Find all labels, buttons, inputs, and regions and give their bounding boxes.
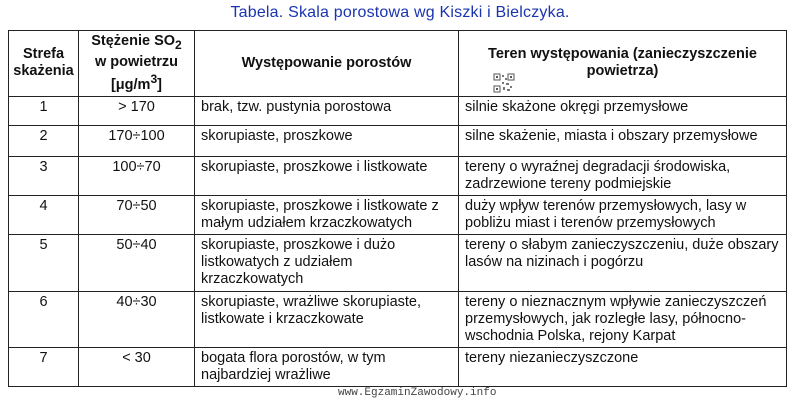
- concentration-cell: 40÷30: [79, 291, 195, 347]
- area-cell: tereny niezanieczyszczone: [459, 347, 787, 386]
- concentration-cell: 170÷100: [79, 125, 195, 156]
- zone-cell: 7: [9, 347, 79, 386]
- occurrence-cell: bogata flora porostów, w tym najbardziej wrażliwe: [195, 347, 459, 386]
- zone-cell: 1: [9, 96, 79, 125]
- table-row: [9, 195, 787, 234]
- table-row: [9, 291, 787, 347]
- zone-cell: 5: [9, 234, 79, 291]
- occurrence-cell: skorupiaste, wrażliwe skorupiaste, listkowate i krzaczkowate: [195, 291, 459, 347]
- table-row: [9, 156, 787, 195]
- occurrence-cell: skorupiaste, proszkowe: [195, 125, 459, 156]
- header-row: [9, 31, 787, 97]
- area-cell: tereny o wyraźnej degradacji środowiska, zadrzewione tereny podmiejskie: [459, 156, 787, 195]
- lichen-scale-table: [8, 30, 787, 387]
- header-concentration-superscript: 3: [150, 71, 158, 86]
- watermark: www.EgzaminZawodowy.info: [338, 387, 497, 399]
- area-cell: tereny o słabym zanieczyszczeniu, duże obszary lasów na nizinach i pogórzu: [459, 234, 787, 291]
- zone-cell: 3: [9, 156, 79, 195]
- header-occurrence-label: Występowanie porostów: [241, 54, 412, 71]
- header-area-label: Teren występowania (zanieczyszczenie powietrza): [488, 46, 757, 80]
- occurrence-cell: skorupiaste, proszkowe i listkowate z małym udziałem krzaczkowatych: [195, 195, 459, 234]
- header-zone-label: Strefa skażenia: [13, 46, 74, 80]
- header-concentration-unit-close: ]: [157, 76, 163, 93]
- concentration-cell: < 30: [79, 347, 195, 386]
- area-cell: silnie skażone okręgi przemysłowe: [459, 96, 787, 125]
- concentration-cell: 100÷70: [79, 156, 195, 195]
- area-cell: silne skażenie, miasta i obszary przemysłowe: [459, 125, 787, 156]
- header-concentration-subscript: 2: [175, 37, 182, 52]
- zone-cell: 2: [9, 125, 79, 156]
- area-cell: tereny o nieznacznym wpływie zanieczyszczeń przemysłowych, jak rozległe lasy, północno-wschodnia Polska, rejony Karpat: [459, 291, 787, 347]
- zone-cell: 4: [9, 195, 79, 234]
- header-concentration-medium: w powietrzu: [95, 53, 178, 70]
- concentration-cell: 70÷50: [79, 195, 195, 234]
- header-concentration: [79, 31, 195, 97]
- header-concentration-label: Stężenie SO: [91, 33, 176, 49]
- header-concentration-unit: [μg/m: [110, 76, 151, 93]
- table-row: [9, 96, 787, 125]
- area-cell: duży wpływ terenów przemysłowych, lasy w pobliżu miast i terenów przemysłowych: [459, 195, 787, 234]
- table-caption: Tabela. Skala porostowa wg Kiszki i Bielczyka.: [230, 4, 570, 21]
- occurrence-cell: brak, tzw. pustynia porostowa: [195, 96, 459, 125]
- zone-cell: 6: [9, 291, 79, 347]
- qr-code-icon: [493, 73, 515, 93]
- table-row: [9, 125, 787, 156]
- header-occurrence: [195, 31, 459, 97]
- occurrence-cell: skorupiaste, proszkowe i listkowate: [195, 156, 459, 195]
- occurrence-cell: skorupiaste, proszkowe i dużo listkowatych z udziałem krzaczkowatych: [195, 234, 459, 291]
- table-row: [9, 347, 787, 386]
- table-row: [9, 234, 787, 291]
- header-zone: [9, 31, 79, 97]
- concentration-cell: > 170: [79, 96, 195, 125]
- concentration-cell: 50÷40: [79, 234, 195, 291]
